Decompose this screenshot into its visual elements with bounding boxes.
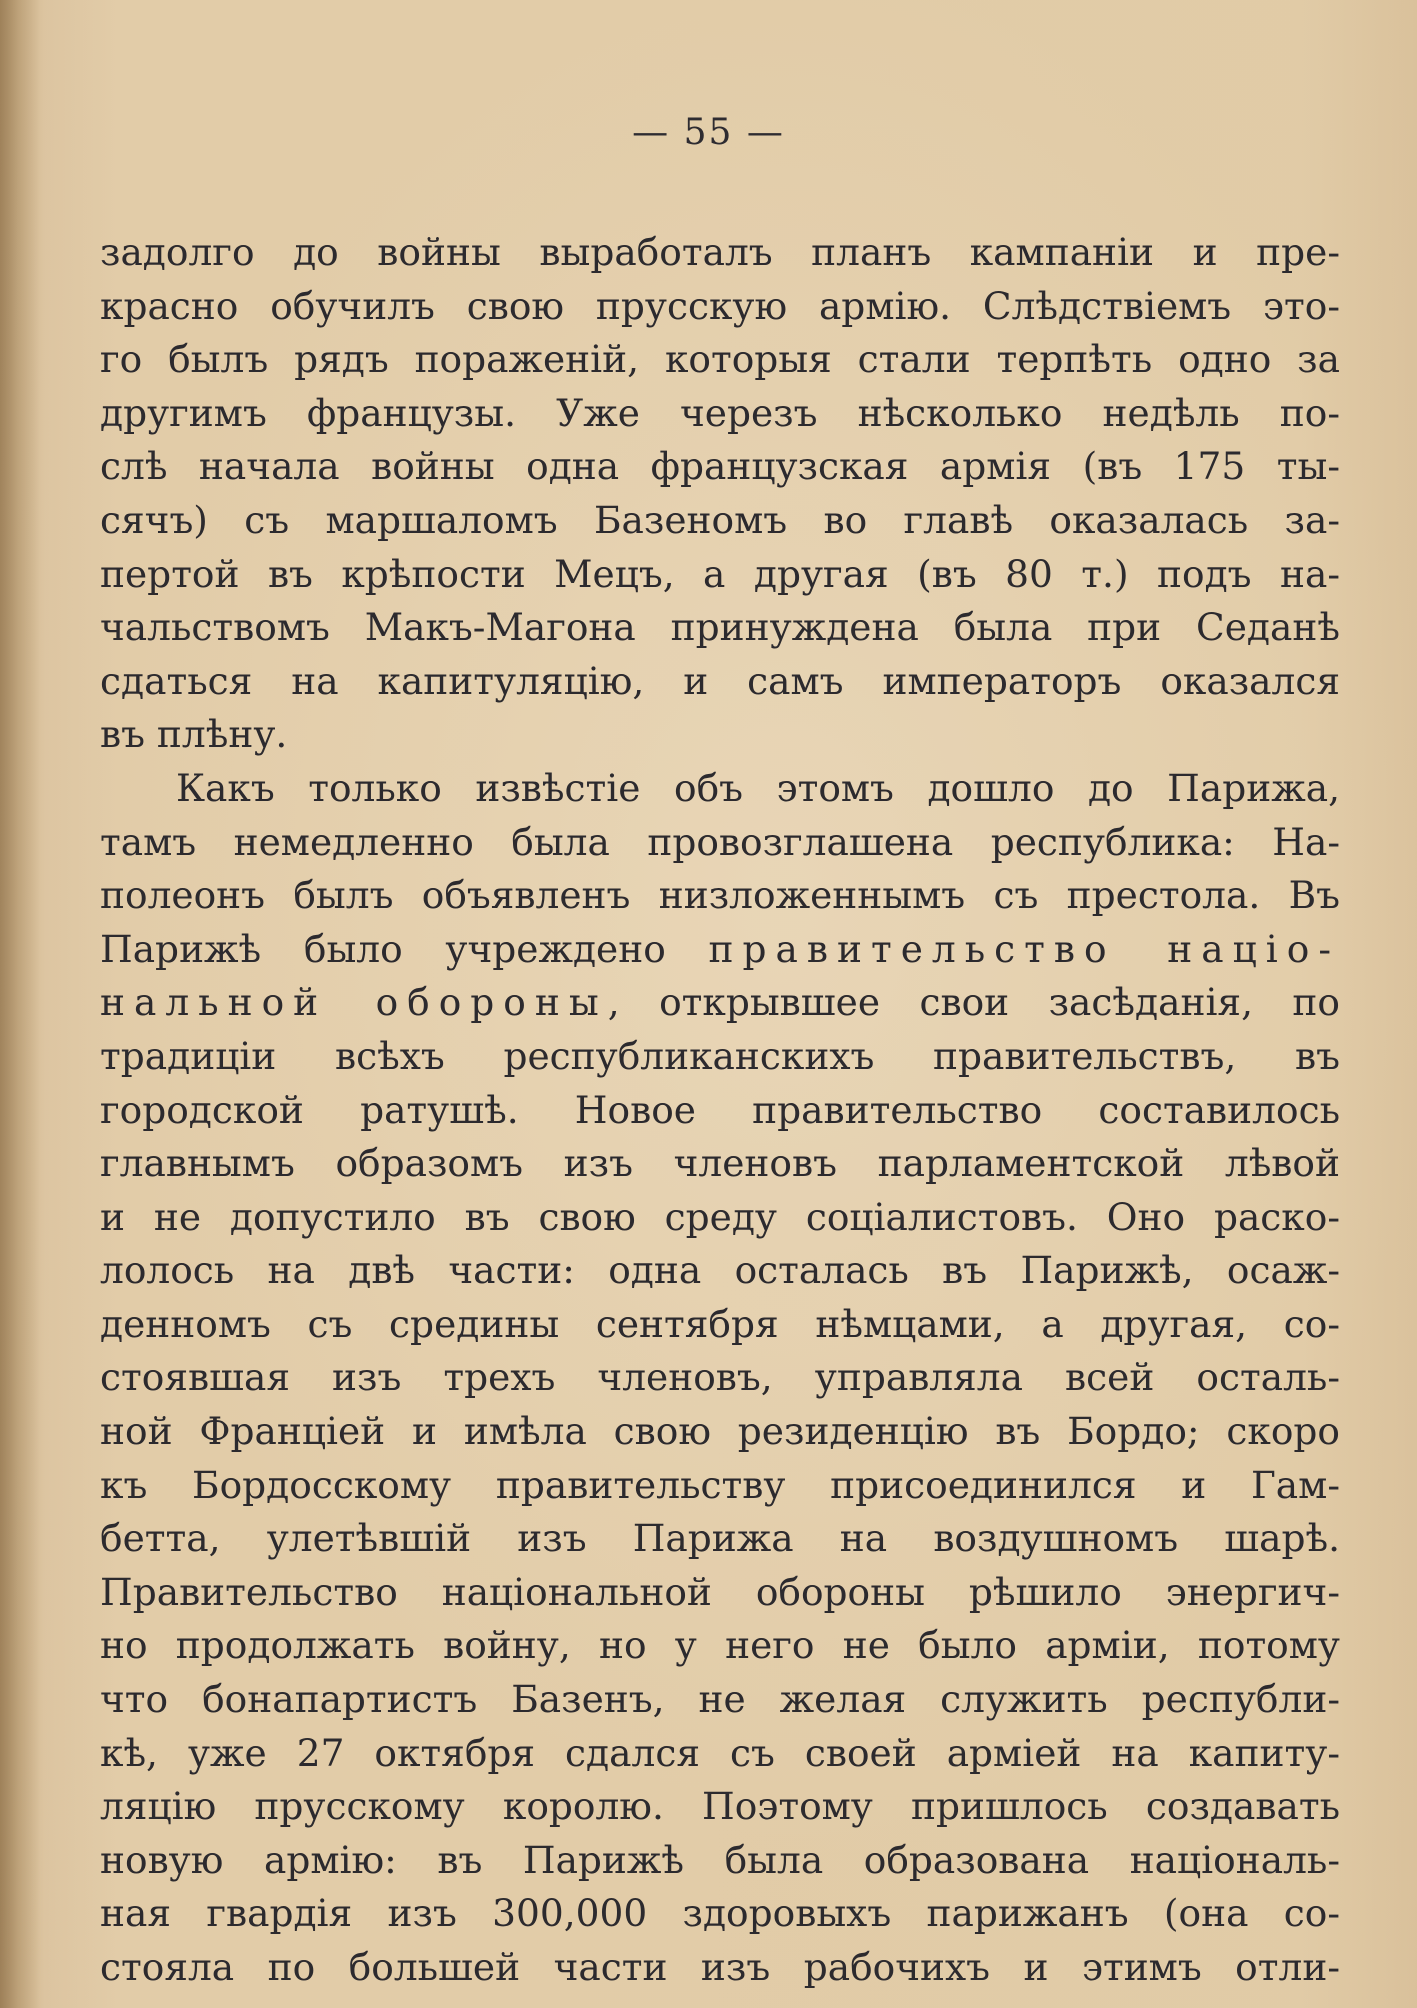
text-line: денномъ съ средины сентября нѣмцами, а другая, со-: [100, 1301, 1340, 1346]
text-line: тамъ немедленно была провозглашена республика: На-: [100, 819, 1340, 864]
spaced-emphasis-text: нальной обороны: [100, 980, 608, 1025]
text-line: ляцію прусскому королю. Поэтому пришлось создавать: [100, 1784, 1340, 1829]
paragraph-start-line: Какъ только извѣстіе объ этомъ дошло до Парижа,: [176, 765, 1340, 810]
text-line: слѣ начала войны одна французская армія (въ 175 ты-: [100, 444, 1340, 489]
text-line: къ Бордосскому правительству присоединился и Гам-: [100, 1462, 1340, 1507]
text-line: главнымъ образомъ изъ членовъ парламентской лѣвой: [100, 1141, 1340, 1186]
text-line: но продолжать войну, но у него не было арміи, потому: [100, 1623, 1340, 1668]
text-line: городской ратушѣ. Новое правительство составилось: [100, 1087, 1340, 1132]
text-line: го былъ рядъ пораженій, которыя стали терпѣть одно за: [100, 337, 1340, 382]
text-line: лолось на двѣ части: одна осталась въ Парижѣ, осаж-: [100, 1248, 1340, 1293]
text-line: въ плѣну.: [100, 712, 288, 757]
text-line: традиціи всѣхъ республиканскихъ правительствъ, въ: [100, 1033, 1340, 1078]
text-line: красно обучилъ свою прусскую армію. Слѣдствіемъ это-: [100, 283, 1340, 328]
line-text: , открывшее свои засѣданія, по: [607, 980, 1340, 1025]
text-line: [100, 976, 1340, 1030]
spaced-emphasis-text: правительство націо-: [708, 926, 1340, 971]
text-line: полеонъ былъ объявленъ низложеннымъ съ престола. Въ: [100, 873, 1340, 918]
text-line: что бонапартистъ Базенъ, не желая служить республи-: [100, 1677, 1340, 1722]
text-line: кѣ, уже 27 октября сдался съ своей арміей на капиту-: [100, 1730, 1340, 1775]
text-line: стоявшая изъ трехъ членовъ, управляла всей осталь-: [100, 1355, 1340, 1400]
text-line: ная гвардія изъ 300,000 здоровыхъ парижанъ (она со-: [100, 1891, 1340, 1936]
text-line: чальствомъ Макъ-Магона принуждена была при Седанѣ: [100, 605, 1340, 650]
text-line: [100, 923, 1340, 977]
spine-shadow: [0, 0, 40, 2008]
text-line: пертой въ крѣпости Мецъ, а другая (въ 80 т.) подъ на-: [100, 551, 1340, 596]
text-line: и не допустило въ свою среду соціалистовъ. Оно раско-: [100, 1194, 1340, 1239]
body-text: [100, 226, 1340, 1995]
text-line: Правительство національной обороны рѣшило энергич-: [100, 1569, 1340, 1614]
text-line: сдаться на капитуляцію, и самъ императоръ оказался: [100, 658, 1340, 703]
text-line: стояла по большей части изъ рабочихъ и этимъ отли-: [100, 1945, 1340, 1989]
text-line: задолго до войны выработалъ планъ кампаніи и пре-: [100, 230, 1340, 274]
text-line: новую армію: въ Парижѣ была образована національ-: [100, 1837, 1340, 1882]
text-line: другимъ французы. Уже черезъ нѣсколько недѣль по-: [100, 390, 1340, 435]
text-line: ной Франціей и имѣла свою резиденцію въ Бордо; скоро: [100, 1409, 1340, 1454]
line-text: Парижѣ было учреждено: [100, 926, 709, 971]
text-line: сячъ) съ маршаломъ Базеномъ во главѣ оказалась за-: [100, 497, 1340, 542]
text-line: бетта, улетѣвшій изъ Парижа на воздушномъ шарѣ.: [100, 1516, 1340, 1561]
page-number: — 55 —: [632, 112, 785, 153]
